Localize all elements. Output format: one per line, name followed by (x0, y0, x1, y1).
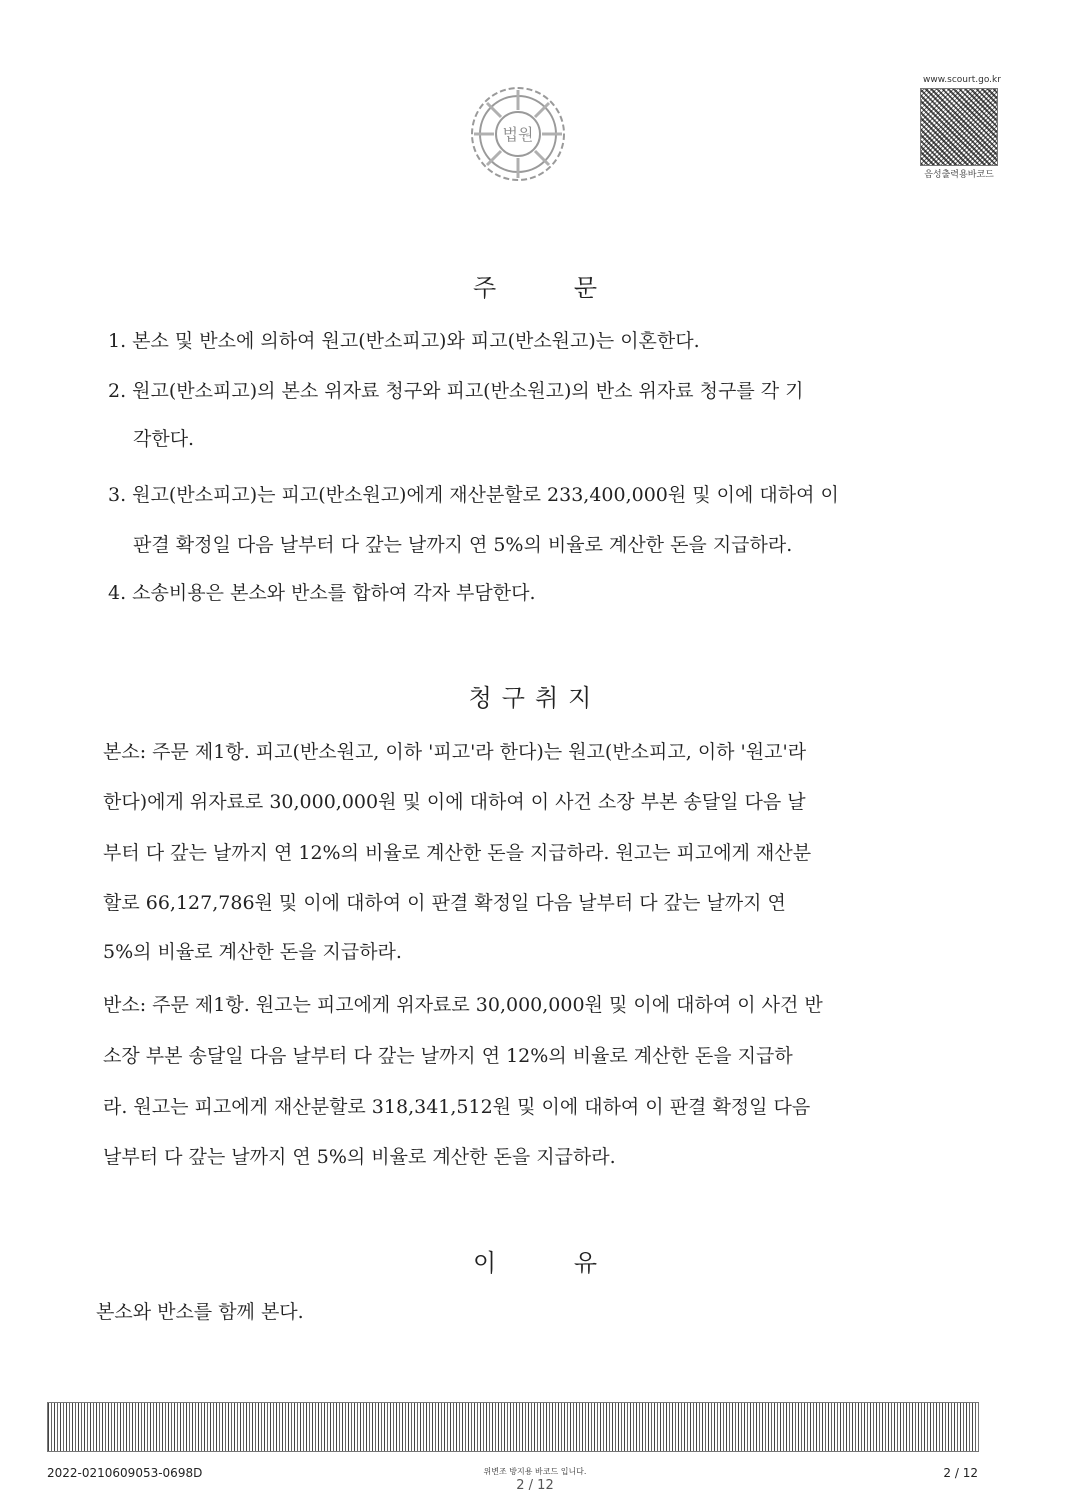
jumun-line-4: 3. 원고(반소피고)는 피고(반소원고)에게 재산분할로 233,400,000원 및 이에 대하여 이 (108, 484, 839, 506)
jumun-line-6: 4. 소송비용은 본소와 반소를 합하여 각자 부담한다. (108, 582, 536, 604)
court-seal (468, 84, 568, 184)
heading-jumun: 주 문 (473, 274, 597, 302)
heading-iyu: 이 유 (473, 1249, 597, 1277)
cheonggu-line-3: 부터 다 갚는 날까지 연 12%의 비율로 계산한 돈을 지급하라. 원고는 피고에게 재산분 (103, 842, 812, 864)
barcode-note: 위변조 방지용 바코드 입니다. (483, 1467, 587, 1476)
cheonggu-line-2: 한다)에게 위자료로 30,000,000원 및 이에 대하여 이 사건 소장 부본 송달일 다음 날 (103, 791, 806, 813)
jumun-line-1: 1. 본소 및 반소에 의하여 원고(반소피고)와 피고(반소원고)는 이혼한다. (108, 330, 700, 352)
voice-output-qr-code (920, 88, 998, 166)
cheonggu-line-6: 반소: 주문 제1항. 원고는 피고에게 위자료로 30,000,000원 및 이에 대하여 이 사건 반 (103, 994, 823, 1016)
iyu-line-1: 본소와 반소를 함께 본다. (96, 1301, 304, 1323)
jumun-line-5: 판결 확정일 다음 날부터 다 갚는 날까지 연 5%의 비율로 계산한 돈을 지급하라. (133, 534, 793, 556)
cheonggu-line-8: 라. 원고는 피고에게 재산분할로 318,341,512원 및 이에 대하여 이 판결 확정일 다음 (103, 1096, 811, 1118)
seal-text: 법원 (502, 125, 534, 144)
page-number: 2 / 12 (943, 1466, 978, 1480)
jumun-line-3: 각한다. (133, 428, 195, 450)
court-seal-emblem-icon (468, 84, 568, 184)
cheonggu-line-5: 5%의 비율로 계산한 돈을 지급하라. (103, 941, 402, 963)
cheonggu-line-1: 본소: 주문 제1항. 피고(반소원고, 이하 '피고'라 한다)는 원고(반소피고, 이하 '원고'라 (103, 741, 807, 763)
anti-forgery-barcode (47, 1402, 979, 1452)
cheonggu-line-7: 소장 부본 송달일 다음 날부터 다 갚는 날까지 연 12%의 비율로 계산한 돈을 지급하 (103, 1045, 793, 1067)
document-number: 2022-0210609053-0698D (47, 1466, 203, 1480)
heading-cheonggu-chwiji: 청구취지 (468, 684, 602, 712)
jumun-line-2: 2. 원고(반소피고)의 본소 위자료 청구와 피고(반소원고)의 반소 위자료 청구를 각 기 (108, 380, 804, 402)
qr-url: www.scourt.go.kr (923, 75, 1001, 85)
cheonggu-line-4: 할로 66,127,786원 및 이에 대하여 이 판결 확정일 다음 날부터 다 갚는 날까지 연 (103, 892, 786, 914)
qr-label: 음성출력용바코드 (924, 170, 994, 180)
center-page-indicator: 2 / 12 (516, 1478, 554, 1493)
cheonggu-line-9: 날부터 다 갚는 날까지 연 5%의 비율로 계산한 돈을 지급하라. (103, 1146, 616, 1168)
